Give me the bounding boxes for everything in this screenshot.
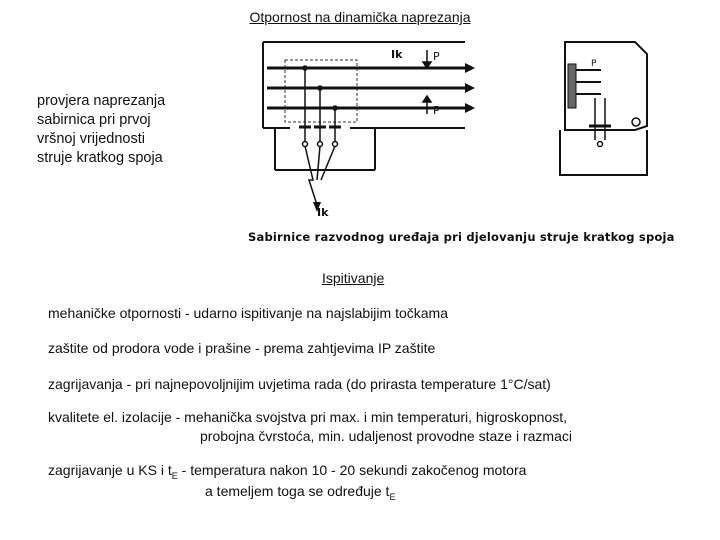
busbar-diagram — [255, 30, 685, 230]
short-circuit-line-2 — [48, 481, 526, 502]
description-line: struje kratkog spoja — [37, 150, 163, 166]
description-line: sabirnica pri prvoj — [37, 112, 151, 128]
label-p-top: P — [433, 50, 440, 63]
insulation-line-1: kvalitete el. izolacije - mehanička svojstva pri max. i min temperaturi, higroskopnost, — [48, 409, 567, 425]
page-title: Otpornost na dinamička naprezanja — [249, 9, 471, 25]
te-subscript-2: E — [389, 491, 396, 502]
section-subtitle: Ispitivanje — [322, 270, 385, 286]
description-line: provjera naprezanja — [37, 93, 166, 109]
test-item-short-circuit — [48, 462, 526, 502]
test-item-heating: zagrijavanja - pri najnepovoljnijim uvjetima rada (do prirasta temperature 1°C/sat) — [48, 376, 551, 392]
description-line: vršnoj vrijednosti — [37, 131, 145, 147]
short-circuit-line-1 — [48, 462, 526, 481]
test-item-ip: zaštite od prodora vode i prašine - prema zahtjevima IP zaštite — [48, 340, 436, 356]
label-ik: Ik — [391, 48, 403, 61]
test-item-mechanical: mehaničke otpornosti - udarno ispitivanje na najslabijim točkama — [48, 305, 448, 321]
insulation-line-2: probojna čvrstoća, min. udaljenost provodne staze i razmaci — [200, 428, 572, 444]
te-subscript: E — [171, 470, 178, 481]
busbar-description — [37, 92, 207, 168]
label-p-bottom: P — [433, 104, 440, 117]
label-ik-fault: Ik — [317, 206, 329, 219]
figure-caption: Sabirnice razvodnog uređaja pri djelovanju struje kratkog spoja — [248, 230, 675, 244]
label-p-small: P — [591, 59, 597, 69]
test-item-insulation — [48, 409, 572, 444]
short-circuit-text-b: - temperatura nakon 10 - 20 sekundi zakočenog motora — [177, 462, 527, 478]
short-circuit-text-c: a temeljem toga se određuje t — [205, 482, 390, 499]
short-circuit-text-a: zagrijavanje u KS i t — [48, 462, 172, 478]
